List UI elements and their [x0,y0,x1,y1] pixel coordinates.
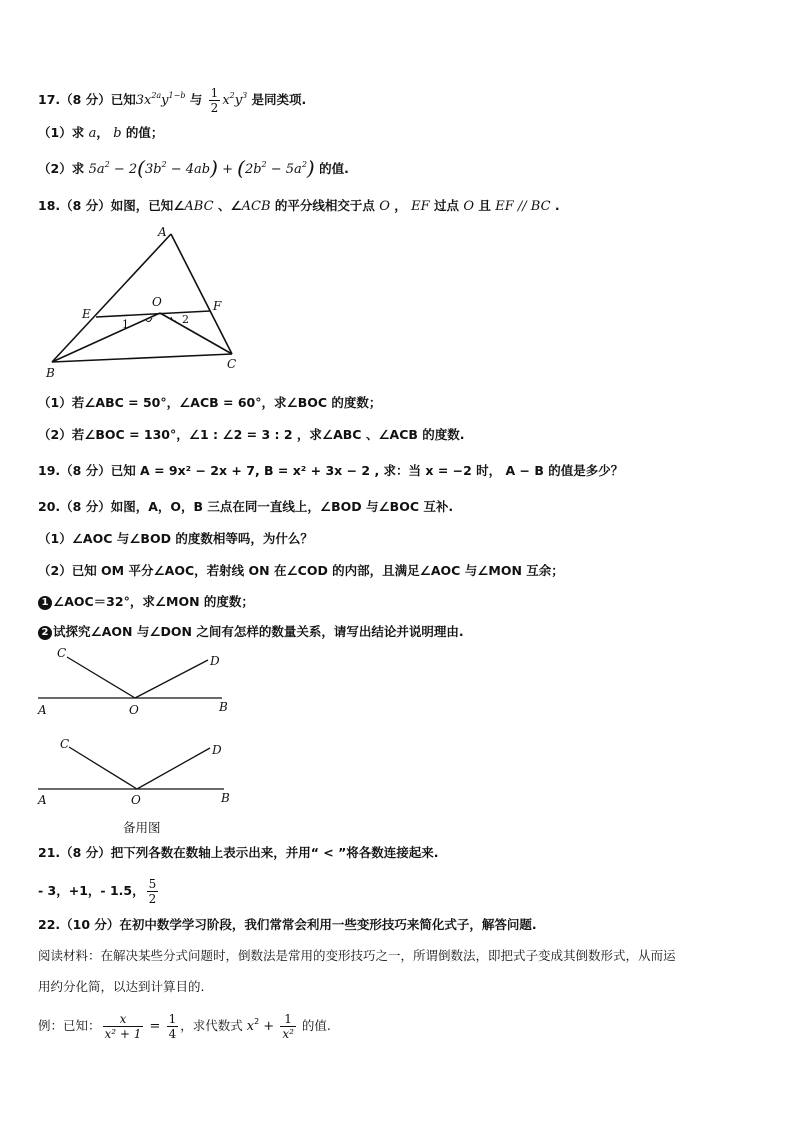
q17-term2: $x^2y^3$ [222,91,248,108]
q17-part1: （1）求 a， b 的值； [38,125,164,141]
q18-stem: 18.（8 分）如图，已知∠ABC 、∠ACB 的平分线相交于点 O ， EF 过点 O 且 EF // BC . [38,198,560,214]
fig2-label-c: C [60,737,70,751]
fig2-label-d: D [212,743,222,757]
fig1-label-b: B [219,700,228,714]
q21-numbers: - 3，+1，- 1.5， $\frac{5}{2}$ [38,877,157,906]
label-angle-2: 2 [182,313,189,326]
q20-sub2: 2 试探究∠AON 与∠DON 之间有怎样的数量关系，请写出结论并说明理由. [38,622,464,642]
q17-half: $\frac{1}{2}$ [210,86,219,115]
five-halves: $\frac{5}{2}$ [148,877,157,906]
q20-stem: 20.（8 分）如图，A，O，B 三点在同一直线上，∠BOD 与∠BOC 互补. [38,499,454,514]
fig1-label-a: A [38,703,47,717]
label-a: A [158,225,167,239]
q22-stem: 22.（10 分）在初中数学学习阶段，我们常常会利用一些变形技巧来简化式子，解答问题. [38,917,537,932]
label-b: B [46,366,55,380]
label-c: C [227,357,237,371]
q18-part1: （1）若∠ABC = 50°，∠ACB = 60°，求∠BOC 的度数； [38,395,382,410]
q20-part2: （2）已知 OM 平分∠AOC，若射线 ON 在∠COD 的内部，且满足∠AOC 与∠MON 互余； [38,563,564,578]
fig1-label-o: O [129,703,139,717]
example-fraction-target: $\frac{1}{\text{x²}}$ [282,1012,294,1041]
q21-stem: 21.（8 分）把下列各数在数轴上表示出来，并用“ < ”将各数连接起来. [38,845,439,860]
label-o: O [152,295,162,309]
q20-part1: （1）∠AOC 与∠BOD 的度数相等吗，为什么？ [38,531,313,546]
q17-term1: $3x^{2a}y^{1-b}$ [135,91,186,108]
fig1-label-d: D [210,654,220,668]
q20-sub1: 1 ∠AOC＝32°，求∠MON 的度数； [38,592,254,612]
q17-head: 17.（8 分）已知 [38,92,136,107]
label-angle-1: 1 [122,318,129,331]
q18-part2: （2）若∠BOC = 130°，∠1 : ∠2 = 3 : 2 ，求∠ABC 、∠ACB 的度数. [38,427,465,442]
example-fraction-right: $\frac{1}{4}$ [168,1012,177,1041]
ray-oc-2 [69,747,137,789]
circled-1: 1 [38,596,52,610]
q17-tail: 是同类项. [247,92,307,107]
label-f: F [213,299,222,313]
figure-caption: 备用图 [123,820,161,835]
circled-2: 2 [38,626,52,640]
example-fraction-left: $\frac{x}{\text{x² + 1}}$ [104,1012,142,1041]
q22-example: 例：已知： $\frac{x}{\text{x² + 1}}$ = $\frac{1}{4}$ ，求代数式 $x^2$ + $\frac{1}{\text{x²}}$ 的值. [38,1012,331,1041]
q17-and: 与 [185,92,207,107]
q22-reading-1: 阅读材料：在解决某些分式问题时，倒数法是常用的变形技巧之一，所谓倒数法，即把式子变成其倒数形式，从而运 [38,948,676,963]
q17-part2: （2）求 $5a^2 - 2(3b^2 - 4ab) + (2b^2 - 5a^2)$ 的值. [38,156,349,180]
q22-reading-2: 用约分化简，以达到计算目的. [38,979,205,994]
fig2-label-o: O [131,793,141,807]
label-e: E [82,307,91,321]
fig2-label-b: B [221,791,230,805]
ray-od-2 [137,748,210,789]
q19-stem: 19.（8 分）已知 A = 9x² − 2x + 7, B = x² + 3x − 2 , 求：当 x = −2 时， A − B 的值是多少？ [38,463,624,478]
fig2-label-a: A [38,793,47,807]
fig1-label-c: C [57,646,67,660]
